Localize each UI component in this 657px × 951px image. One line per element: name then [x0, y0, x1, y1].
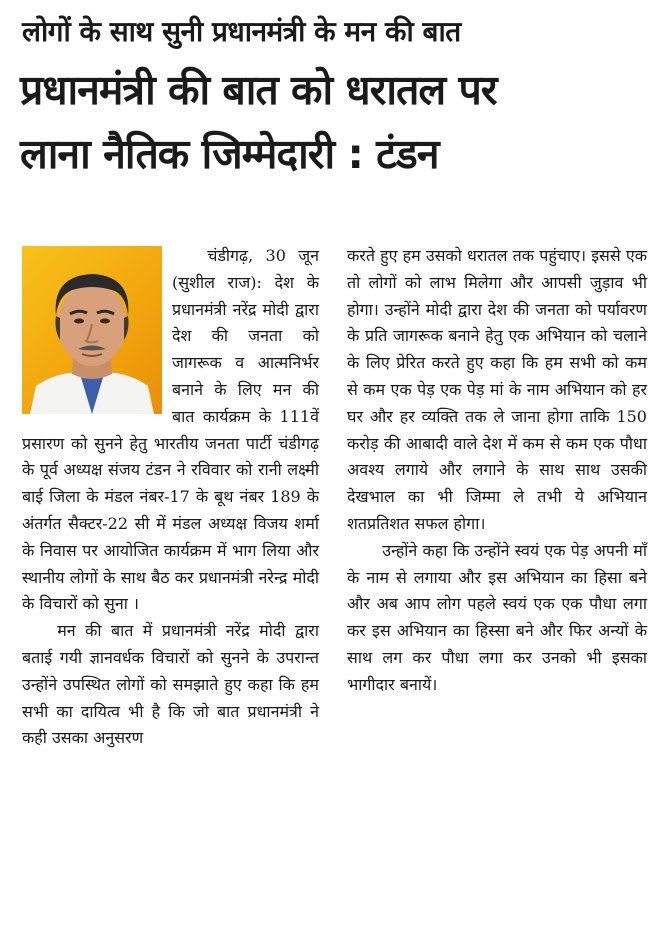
right-paragraph-1: करते हुए हम उसको धरातल तक पहुंचाए। इससे एक तो लोगों को लाभ मिलेगा और आपसी जुड़ाव भी होगा। उन्होंने मोदी द्वारा देश की जनता को पर्यावरण के प्रति जागरूक बनाने हेतु एक अभियान को चलाने के लिए प्रेरित करते हुए कहा कि हम सभी को कम से कम एक पेड़ एक पेड़ मां के नाम अभियान को हर घर और हर व्यक्ति तक ले जाना होगा ताकि 150 करोड़ की आबादी वाले देश में कम से कम एक पौधा अवश्य लगाये और लगाने के साथ साथ उसकी देखभाल का भी जिम्मा ले तभी ये अभियान शतप्रतिशत सफल होगा।: [347, 246, 647, 533]
right-paragraph-2: उन्होंने कहा कि उन्होंने स्वयं एक पेड़ अपनी माँ के नाम से लगाया और इस अभियान का हिसा बने और अब आप लोग पहले स्वयं एक एक पौधा लगा कर इस अभियान का हिस्सा बने और फिर अन्यों के साथ लग कर पौधा लगा कर उनको भी इसका भागीदार बनायें।: [347, 540, 647, 694]
article-right-column: [347, 243, 647, 699]
article-kicker: लोगों के साथ सुनी प्रधानमंत्री के मन की बात: [22, 15, 461, 48]
headline-line-1: प्रधानमंत्री की बात को धरातल पर: [20, 66, 497, 114]
person-portrait-icon: [22, 246, 162, 414]
left-paragraph-2: मन की बात में प्रधानमंत्री नरेंद्र मोदी द्वारा बताई गयी ज्ञानवर्धक विचारों को सुनने के उपरान्त उन्होंने उपस्थित लोगों को समझाते हुए कहा कि हम सभी का दायित्व भी है कि जो बात प्रधानमंत्री ने कही उसका अनुसरण: [22, 621, 319, 748]
article-headline: [20, 58, 640, 186]
left-paragraph-1: चंडीगढ़, 30 जून (सुशील राज): देश के प्रधानमंत्री नरेंद्र मोदी द्वारा देश की जनता को जागरूक व आत्मनिर्भर बनाने के लिए मन की बात कार्यक्रम के 111वें प्रसारण को सुनने हेतु भारतीय जनता पार्टी चंडीगढ़ के पूर्व अध्यक्ष संजय टंडन ने रविवार को रानी लक्ष्मी बाई जिला के मंडल नंबर-17 के बूथ नंबर 189 के अंतर्गत सैक्टर-22 सी में मंडल अध्यक्ष विजय शर्मा के निवास पर आयोजित कार्यक्रम में भाग लिया और स्थानीय लोगों के साथ बैठ कर प्रधानमंत्री नरेन्द्र मोदी के विचारों को सुना ।: [22, 246, 319, 614]
portrait-photo: [22, 246, 162, 414]
article-left-column: [22, 243, 319, 752]
headline-line-2: लाना नैतिक जिम्मेदारी : टंडन: [20, 130, 439, 178]
